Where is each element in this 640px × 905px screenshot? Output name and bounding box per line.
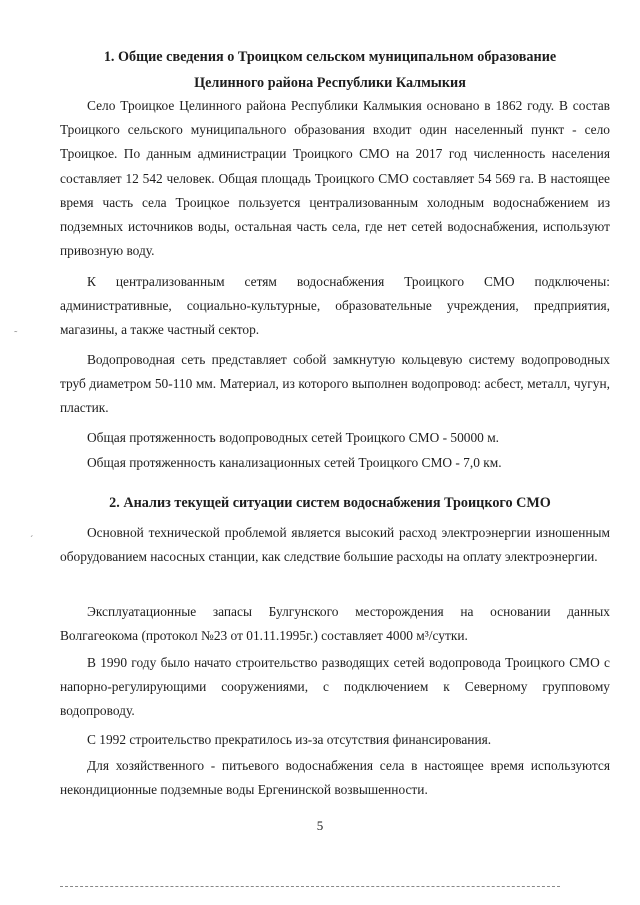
section-1-heading — [60, 44, 600, 96]
paragraph-5: Общая протяженность канализационных сетей Троицкого СМО - 7,0 км. — [87, 455, 502, 470]
section-1-heading-line-1: 1. Общие сведения о Троицком сельском муниципальном образование — [103, 49, 557, 65]
paragraph-8: В 1990 году было начато строительство разводящих сетей водопровода Троицкого СМО с напорно-регулирующими сооружениями, с подключением к Северному групповому водопроводу. — [60, 655, 610, 719]
paragraph-4: Общая протяженность водопроводных сетей Троицкого СМО - 50000 м. — [87, 430, 500, 445]
scan-speck-icon: ˊ — [30, 535, 34, 546]
page-number: 5 — [316, 818, 324, 833]
section-2-heading: 2. Анализ текущей ситуации систем водоснабжения Троицкого СМО — [109, 495, 551, 511]
paragraph-10: Для хозяйственного - питьевого водоснабжения села в настоящее время используются некондиционные подземные воды Ергенинской возвышенности. — [60, 758, 610, 798]
paragraph-7: Эксплуатационные запасы Булгунского месторождения на основании данных Волгагеокома (протокол №23 от 01.11.1995г.) составляет 4000 м³/сутки. — [60, 604, 610, 644]
paragraph-9: С 1992 строительство прекратилось из-за отсутствия финансирования. — [87, 732, 492, 747]
section-1-heading-line-2: Целинного района Республики Калмыкия — [194, 75, 466, 91]
paragraph-1: Село Троицкое Целинного района Республики Калмыкия основано в 1862 году. В состав Троицкого сельского муниципального образования входит один населенный пункт - село Троицкое. По данным администрации Троицкого СМО на 2017 год численность населения составляет 12 542 человек. Общая площадь Троицкого СМО составляет 54 569 га. В настоящее время часть села Троицкое пользуется централизованным холодным водоснабжением из подземных источников воды, остальная часть села, где нет сетей водоснабжения, используют привозную воду. — [60, 98, 610, 259]
paragraph-6: Основной технической проблемой является высокий расход электроэнергии изношенным оборудованием насосных станции, как следствие большие расходы на оплату электроэнергии. — [60, 525, 610, 565]
bottom-scan-rule — [60, 886, 560, 887]
paragraph-3: Водопроводная сеть представляет собой замкнутую кольцевую систему водопроводных труб диаметром 50-110 мм. Материал, из которого выполнен водопровод: асбест, металл, чугун, пластик. — [60, 352, 610, 416]
paragraph-2: К централизованным сетям водоснабжения Троицкого СМО подключены: административные, социально-культурные, образовательные учреждения, предприятия, магазины, а также частный сектор. — [60, 274, 610, 338]
scan-speck-icon: ˜ — [14, 330, 18, 341]
